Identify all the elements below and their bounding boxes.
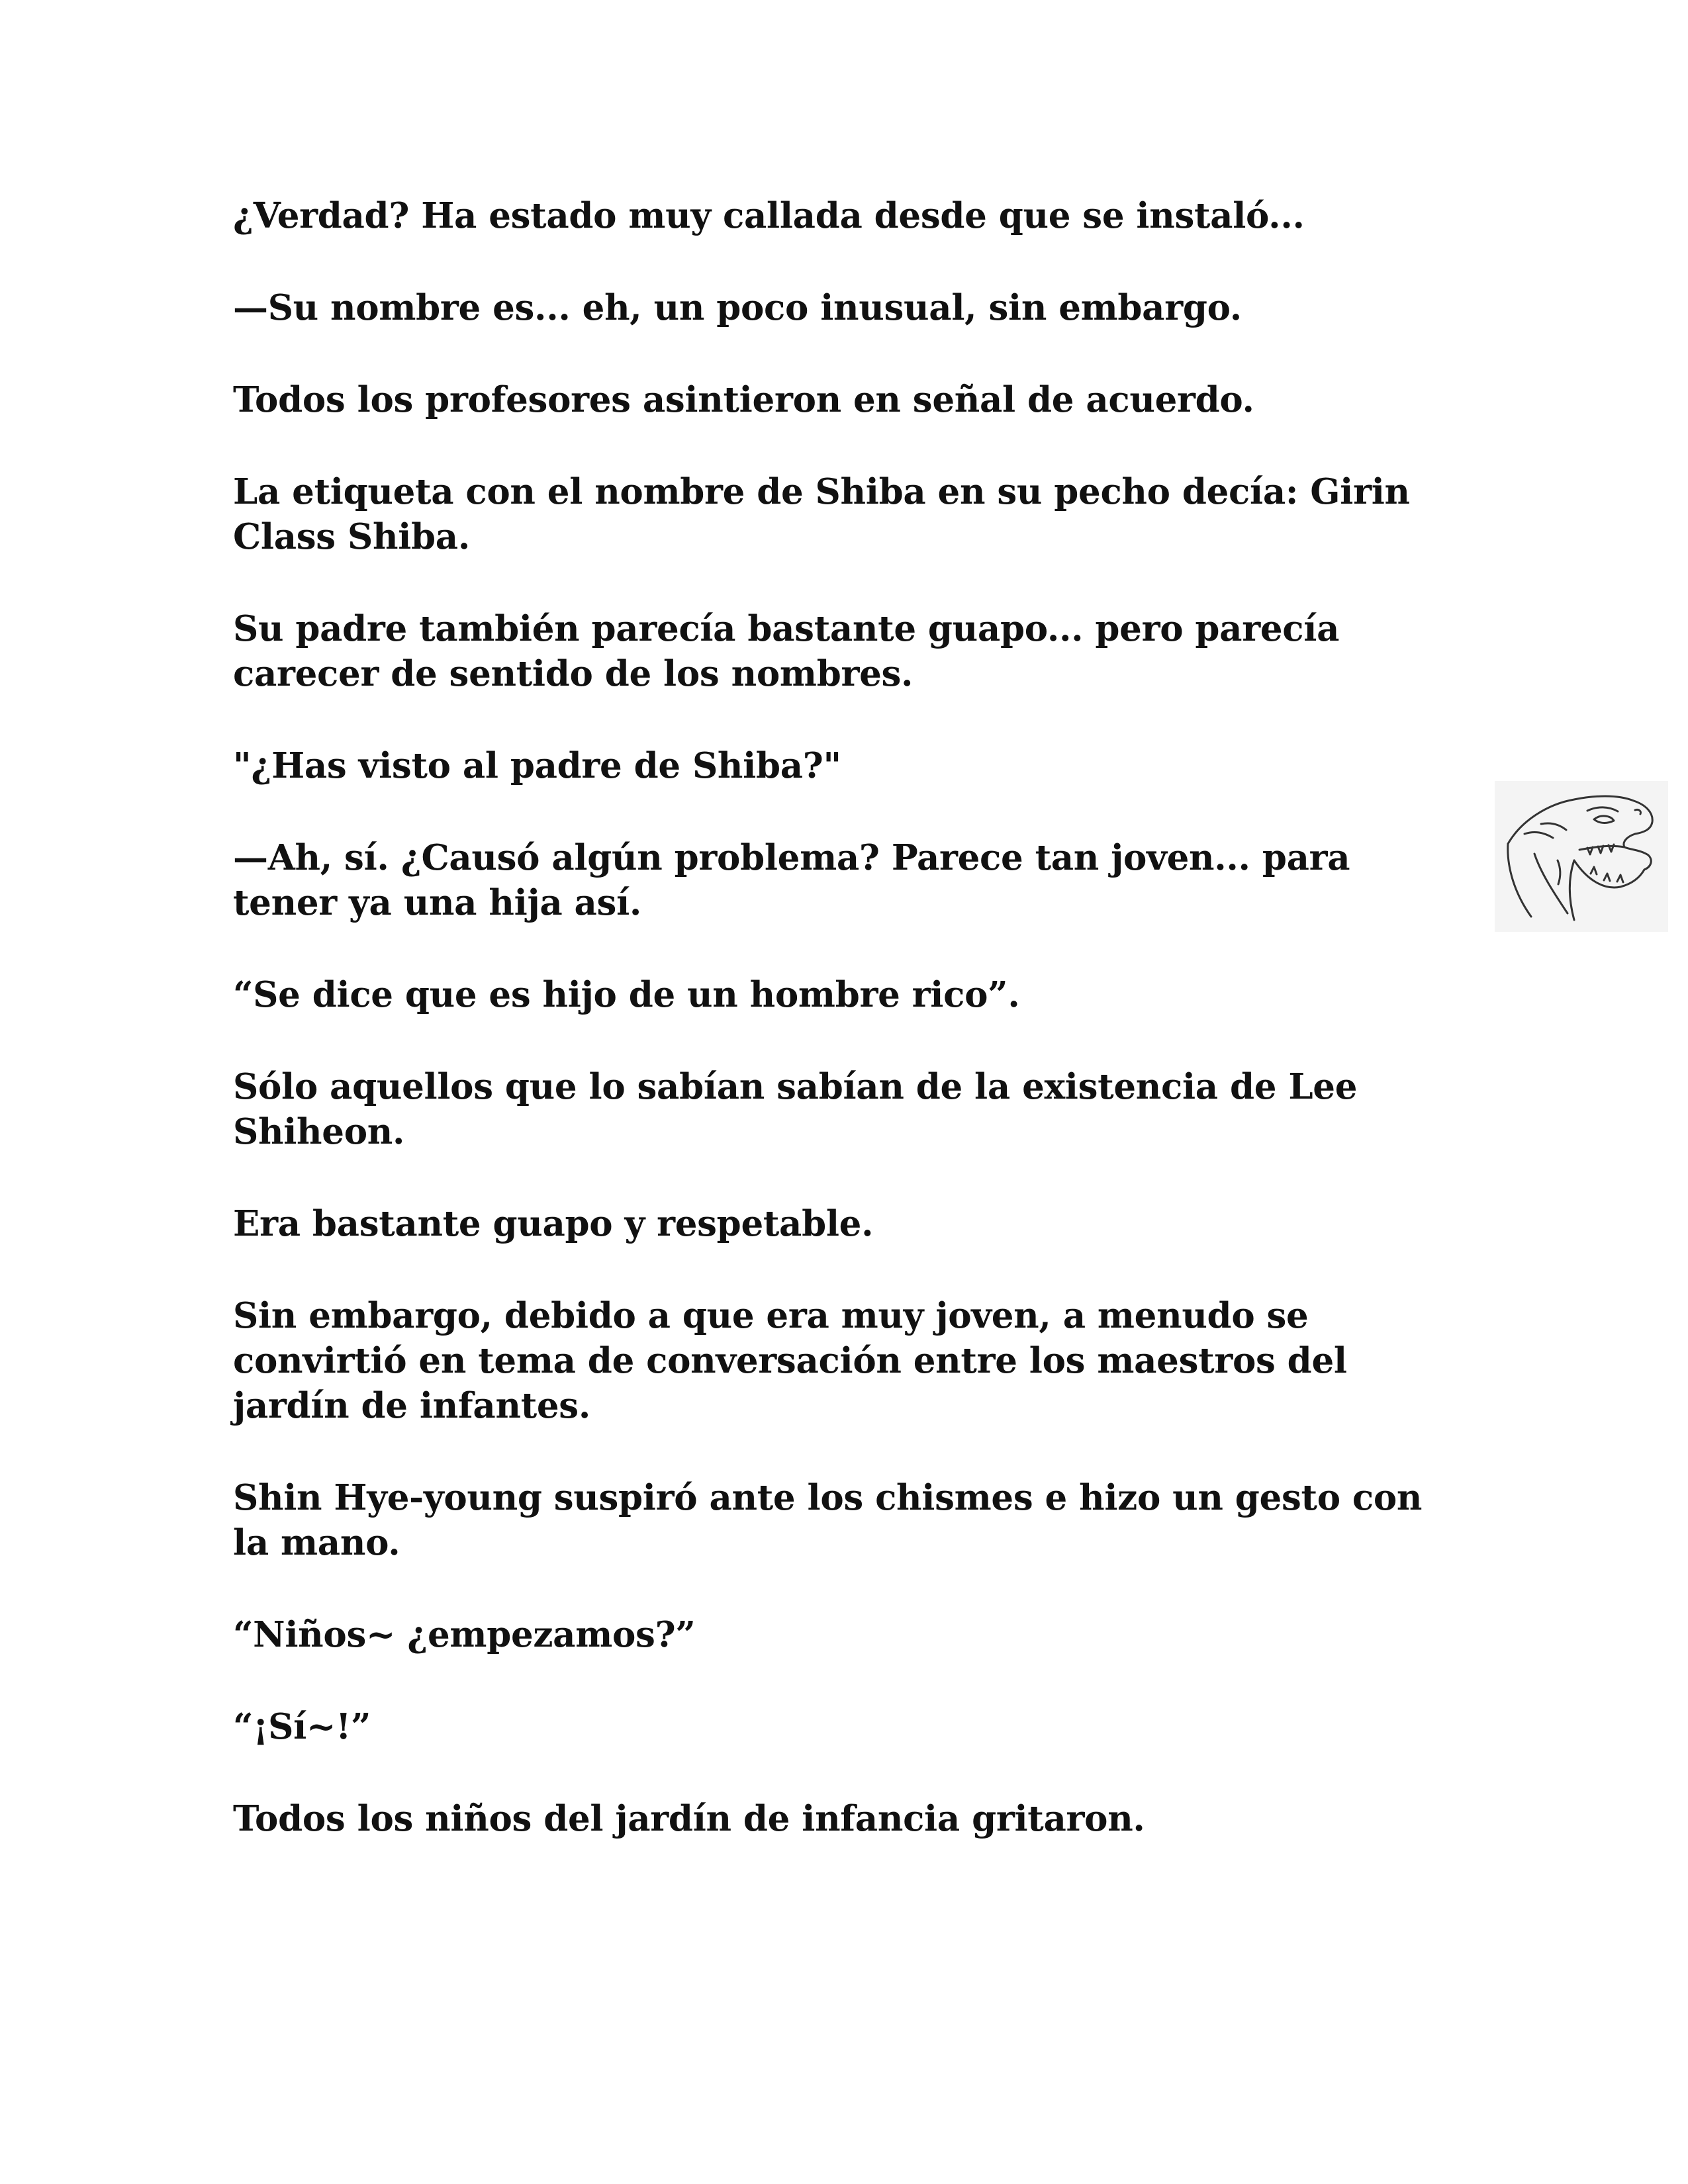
paragraph-15: Todos los niños del jardín de infancia gritaron. <box>233 1798 1145 1839</box>
paragraph-6: "¿Has visto al padre de Shiba?" <box>233 745 841 786</box>
paragraph-1: ¿Verdad? Ha estado muy callada desde que se instaló... <box>233 195 1305 236</box>
paragraph-8: “Se dice que es hijo de un hombre rico”. <box>233 974 1020 1015</box>
text-column <box>233 193 1451 1888</box>
paragraph-13: “Niños~ ¿empezamos?” <box>233 1614 696 1655</box>
paragraph-7: —Ah, sí. ¿Causó algún problema? Parece tan joven... para tener ya una hija así. <box>233 837 1350 923</box>
paragraph-5: Su padre también parecía bastante guapo... pero parecía carecer de sentido de los nombres. <box>233 608 1340 694</box>
paragraph-12: Shin Hye-young suspiró ante los chismes e hizo un gesto con la mano. <box>233 1477 1423 1563</box>
paragraph-3: Todos los profesores asintieron en señal de acuerdo. <box>233 379 1254 420</box>
paragraph-11: Sin embargo, debido a que era muy joven, a menudo se convirtió en tema de conversación entre los maestros del jardín de infantes. <box>233 1295 1347 1426</box>
paragraph-4: La etiqueta con el nombre de Shiba en su pecho decía: Girin Class Shiba. <box>233 471 1410 557</box>
paragraph-2: —Su nombre es... eh, un poco inusual, sin embargo. <box>233 287 1242 328</box>
paragraph-14: “¡Sí~!” <box>233 1706 371 1747</box>
paragraph-9: Sólo aquellos que lo sabían sabían de la existencia de Lee Shiheon. <box>233 1066 1358 1152</box>
paragraph-10: Era bastante guapo y respetable. <box>233 1203 874 1244</box>
dinosaur-head-icon <box>1495 781 1668 932</box>
